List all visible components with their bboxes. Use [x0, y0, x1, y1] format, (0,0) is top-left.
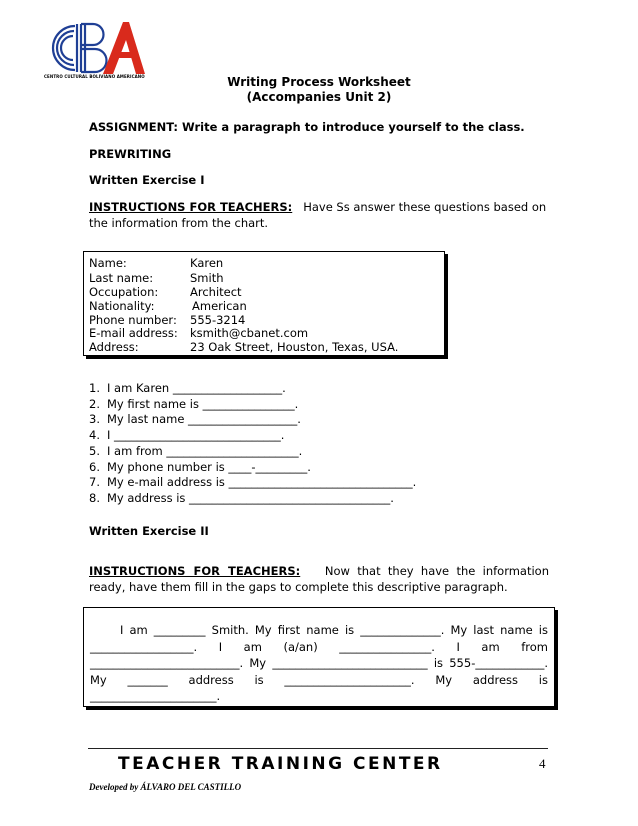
list-item: 7. My e-mail address is ________________________________.	[89, 475, 417, 490]
list-item: 2. My first name is ________________.	[89, 396, 299, 411]
fill-in-paragraph: I am _________ Smith. My first name is ______________. My last name is __________________. I am (a/an) ________________. I am from __________________________. My ___________________________ is 555-____________. My _______ address is ______________________. My address is ______________________.	[90, 623, 548, 703]
instructions-label: INSTRUCTIONS FOR TEACHERS:	[89, 564, 301, 578]
exercise2-heading: Written Exercise II	[89, 524, 209, 538]
worksheet-subtitle: (Accompanies Unit 2)	[246, 90, 392, 104]
list-item: 3. My last name ___________________.	[89, 412, 301, 427]
logo-caption: CENTRO CULTURAL BOLIVIANO AMERICANO	[44, 74, 145, 79]
footer-divider	[88, 748, 548, 749]
list-item: 4. I _____________________________.	[89, 428, 285, 443]
exercise1-instructions	[89, 200, 546, 214]
list-item: 1. I am Karen ___________________.	[89, 381, 286, 395]
list-item: 5. I am from _______________________.	[89, 443, 303, 458]
instructions-text-line2: the information from the chart.	[89, 216, 269, 230]
worksheet-title: Writing Process Worksheet	[227, 75, 411, 89]
exercise2-instructions-line2: ready, have them fill in the gaps to complete this descriptive paragraph.	[89, 580, 508, 594]
exercise2-instructions	[89, 564, 549, 578]
exercise1-heading: Written Exercise I	[89, 173, 205, 187]
prewriting-heading: PREWRITING	[89, 147, 172, 161]
instructions-label: INSTRUCTIONS FOR TEACHERS:	[89, 200, 293, 214]
fill-in-paragraph-box	[83, 607, 555, 707]
instructions-text-line1: Now that they have the information	[324, 564, 549, 578]
developed-by: Developed by ÁLVARO DEL CASTILLO	[89, 782, 242, 792]
list-item: 6. My phone number is ____-_________.	[89, 459, 311, 474]
list-item: 8. My address is ___________________________________.	[89, 490, 394, 505]
info-chart: Name: Karen Last name: Smith Occupation: Architect Nationality: American Phone number: 555-3214 E-mail address: ksmith@cbanet.com Address: 23 Oak Street, Houston, Texas, USA.	[83, 251, 445, 356]
instructions-text-line1: Have Ss answer these questions based on	[303, 200, 547, 214]
questions-list	[89, 381, 416, 507]
assignment-text: ASSIGNMENT: Write a paragraph to introduce yourself to the class.	[89, 120, 525, 134]
page-number: 4	[539, 756, 546, 771]
footer-title: TEACHER TRAINING CENTER	[118, 754, 443, 774]
